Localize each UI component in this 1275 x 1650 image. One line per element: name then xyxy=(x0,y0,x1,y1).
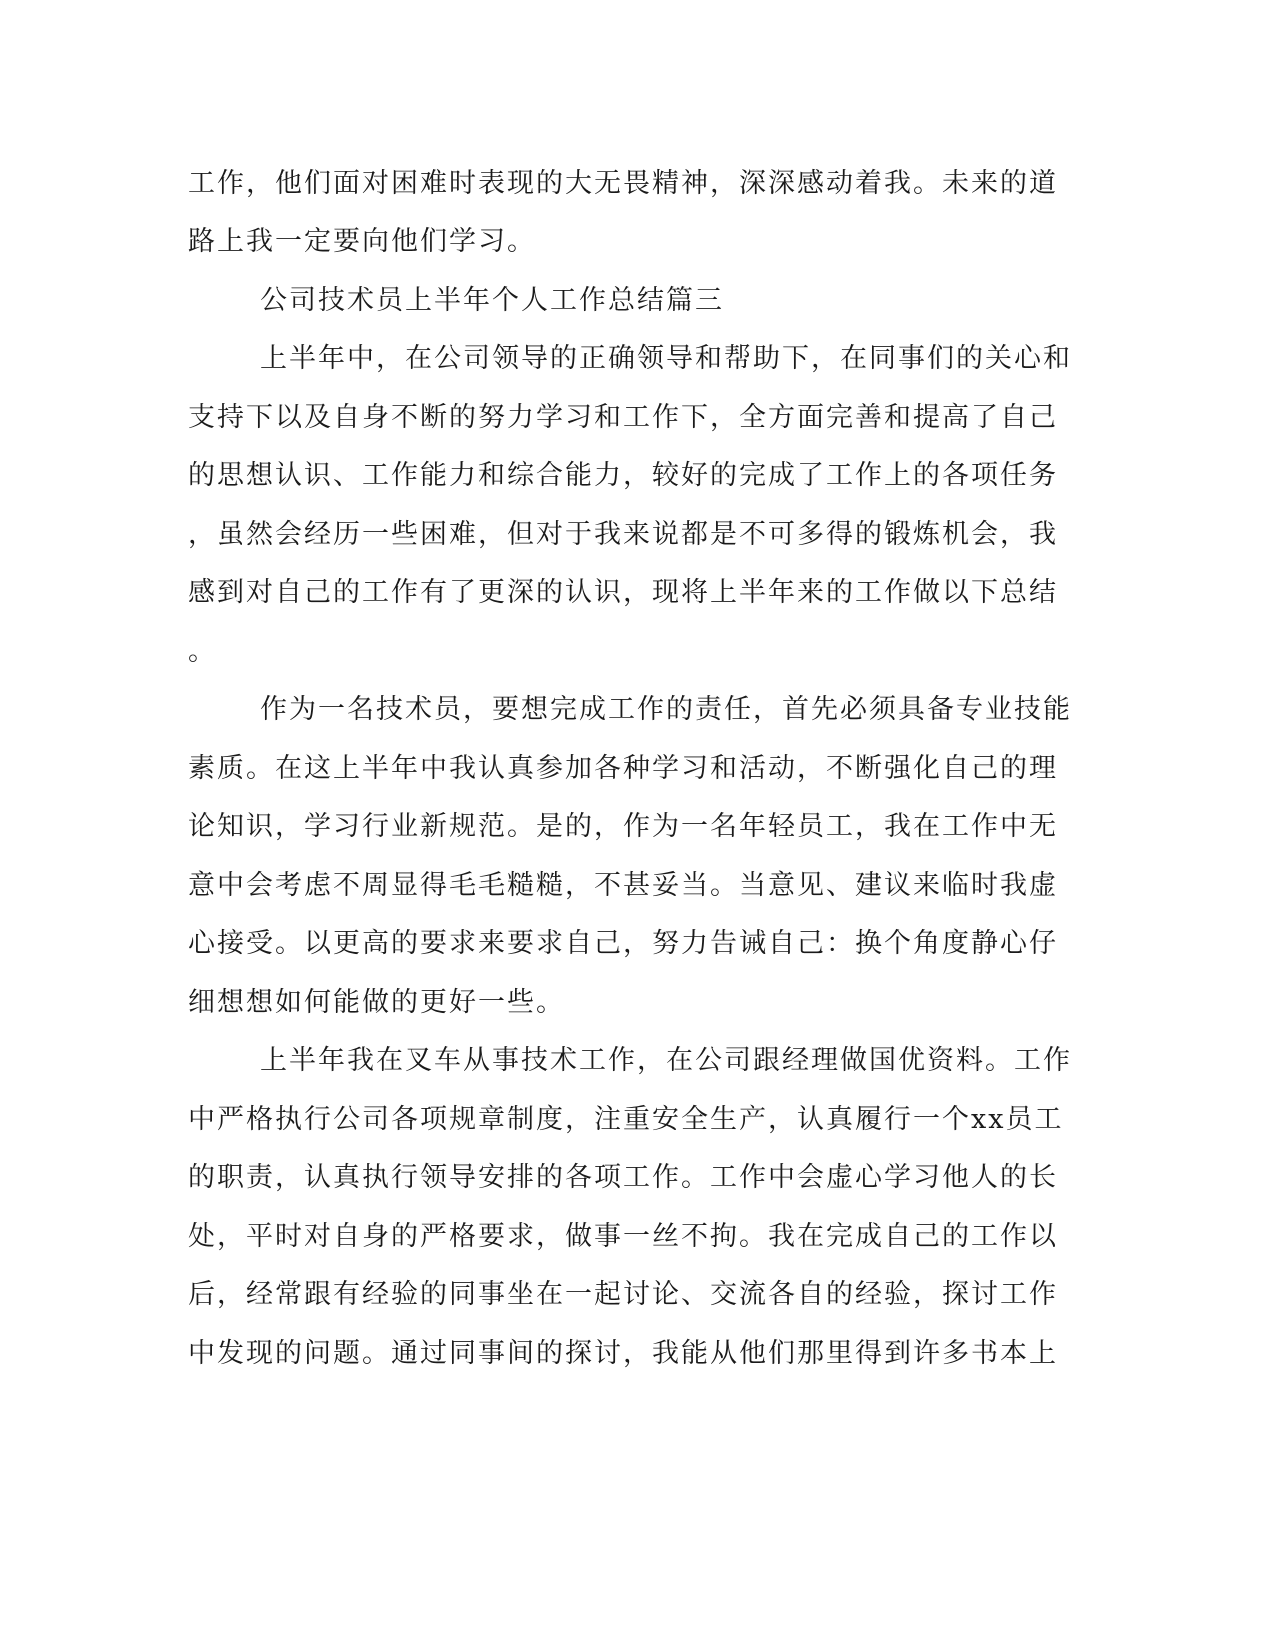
text-line: 路上我一定要向他们学习。 xyxy=(188,226,536,257)
text-line: 。 xyxy=(188,636,217,667)
section-title: 公司技术员上半年个人工作总结篇三 xyxy=(260,285,724,316)
text-line: 的职责，认真执行领导安排的各项工作。工作中会虚心学习他人的长 xyxy=(188,1162,1058,1193)
text-line: 支持下以及自身不断的努力学习和工作下，全方面完善和提高了自己 xyxy=(188,402,1058,433)
text-line: 作为一名技术员，要想完成工作的责任，首先必须具备专业技能 xyxy=(260,694,1072,725)
text-line: 后，经常跟有经验的同事坐在一起讨论、交流各自的经验，探讨工作 xyxy=(188,1279,1058,1310)
text-line: 论知识，学习行业新规范。是的，作为一名年轻员工，我在工作中无 xyxy=(188,811,1058,842)
text-line: 细想想如何能做的更好一些。 xyxy=(188,987,565,1018)
text-line: 中严格执行公司各项规章制度，注重安全生产，认真履行一个xx员工 xyxy=(188,1104,1064,1135)
text-line: 中发现的问题。通过同事间的探讨，我能从他们那里得到许多书本上 xyxy=(188,1338,1058,1369)
text-line: 感到对自己的工作有了更深的认识，现将上半年来的工作做以下总结 xyxy=(188,577,1058,608)
text-line: 的思想认识、工作能力和综合能力，较好的完成了工作上的各项任务 xyxy=(188,460,1058,491)
text-line: 上半年我在叉车从事技术工作，在公司跟经理做国优资料。工作 xyxy=(260,1045,1072,1076)
text-line: 工作，他们面对困难时表现的大无畏精神，深深感动着我。未来的道 xyxy=(188,168,1058,199)
text-line: 上半年中，在公司领导的正确领导和帮助下，在同事们的关心和 xyxy=(260,343,1072,374)
text-line: 意中会考虑不周显得毛毛糙糙，不甚妥当。当意见、建议来临时我虚 xyxy=(188,870,1058,901)
text-line: 素质。在这上半年中我认真参加各种学习和活动，不断强化自己的理 xyxy=(188,753,1058,784)
text-line: ，虽然会经历一些困难，但对于我来说都是不可多得的锻炼机会，我 xyxy=(188,519,1058,550)
text-line: 处，平时对自身的严格要求，做事一丝不拘。我在完成自己的工作以 xyxy=(188,1221,1058,1252)
text-line: 心接受。以更高的要求来要求自己，努力告诫自己：换个角度静心仔 xyxy=(188,928,1058,959)
